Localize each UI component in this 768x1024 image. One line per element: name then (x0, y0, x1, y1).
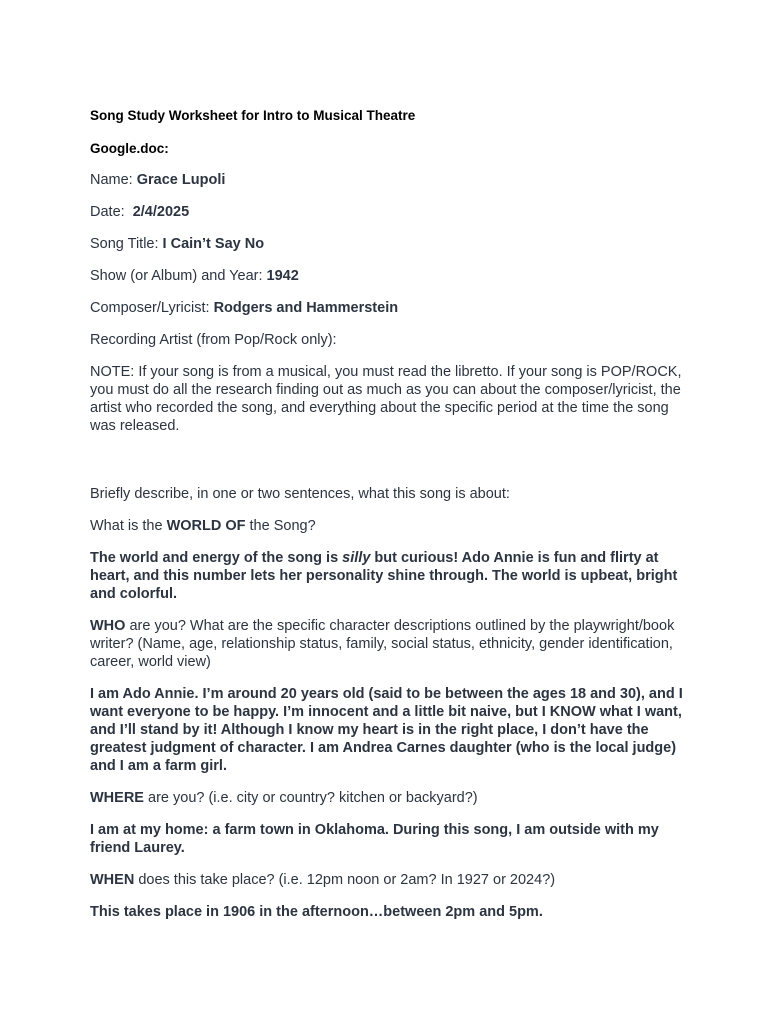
when-answer: This takes place in 1906 in the afternoon…between 2pm and 5pm. (90, 904, 543, 920)
song-title-label: Song Title: (90, 236, 163, 252)
date-field (90, 203, 690, 221)
world-a-italic: silly (342, 550, 371, 566)
world-q-pre: What is the (90, 518, 167, 534)
name-field (90, 171, 690, 189)
composer-value: Rodgers and Hammerstein (213, 300, 399, 316)
where-answer: I am at my home: a farm town in Oklahoma. During this song, I am outside with my friend Laurey. (90, 822, 659, 856)
composer-label: Composer/Lyricist: (90, 300, 214, 316)
world-a-post: but curious! Ado Annie is fun and flirty at heart, and this number lets her personality shine through. The world is upbeat, bright and colorful. (90, 550, 678, 602)
when-q-bold: WHEN (90, 872, 135, 888)
show-value: 1942 (266, 268, 299, 284)
world-answer (90, 549, 690, 603)
who-q-bold: WHO (90, 618, 126, 634)
world-q-post: the Song? (245, 518, 316, 534)
recording-artist-field: Recording Artist (from Pop/Rock only): (90, 332, 337, 348)
who-q-rest: are you? What are the specific character descriptions outlined by the playwright/book writer? (Name, age, relationship status, family, social status, ethnicity, gender identification, career, world view) (90, 618, 675, 670)
where-q-bold: WHERE (90, 790, 144, 806)
name-label: Name: (90, 172, 137, 188)
world-q-bold: WORLD OF (166, 518, 246, 534)
google-doc-label: Google.doc: (90, 141, 169, 156)
where-q-rest: are you? (i.e. city or country? kitchen or backyard?) (143, 790, 478, 806)
date-label: Date: (90, 204, 133, 220)
show-label: Show (or Album) and Year: (90, 268, 267, 284)
song-title-field (90, 235, 690, 253)
name-value: Grace Lupoli (136, 172, 226, 188)
spacer (90, 449, 690, 485)
who-question (90, 617, 690, 671)
date-value: 2/4/2025 (132, 204, 190, 220)
who-answer: I am Ado Annie. I’m around 20 years old (said to be between the ages 18 and 30), and I want everyone to be happy. I’m innocent and a little bit naive, but I KNOW what I want, and I’ll stand by it! Although I know my heart is in the right place, I don’t have the greatest judgment of character. I am Andrea Carnes daughter (who is the local judge) and I am a farm girl. (90, 686, 683, 774)
when-question (90, 871, 690, 889)
when-q-rest: does this take place? (i.e. 12pm noon or 2am? In 1927 or 2024?) (134, 872, 556, 888)
describe-prompt: Briefly describe, in one or two sentences, what this song is about: (90, 486, 510, 502)
world-question (90, 517, 690, 535)
show-field (90, 267, 690, 285)
where-question (90, 789, 690, 807)
world-a-pre: The world and energy of the song is (90, 550, 343, 566)
note-paragraph: NOTE: If your song is from a musical, you must read the libretto. If your song is POP/ROCK, you must do all the research finding out as much as you can about the composer/lyricist, the artist who recorded the song, and everything about the specific period at the time the song was released. (90, 364, 682, 434)
song-title-value: I Cain’t Say No (162, 236, 265, 252)
worksheet-title: Song Study Worksheet for Intro to Musical Theatre (90, 108, 416, 123)
composer-field (90, 299, 690, 317)
worksheet-document (90, 108, 690, 935)
